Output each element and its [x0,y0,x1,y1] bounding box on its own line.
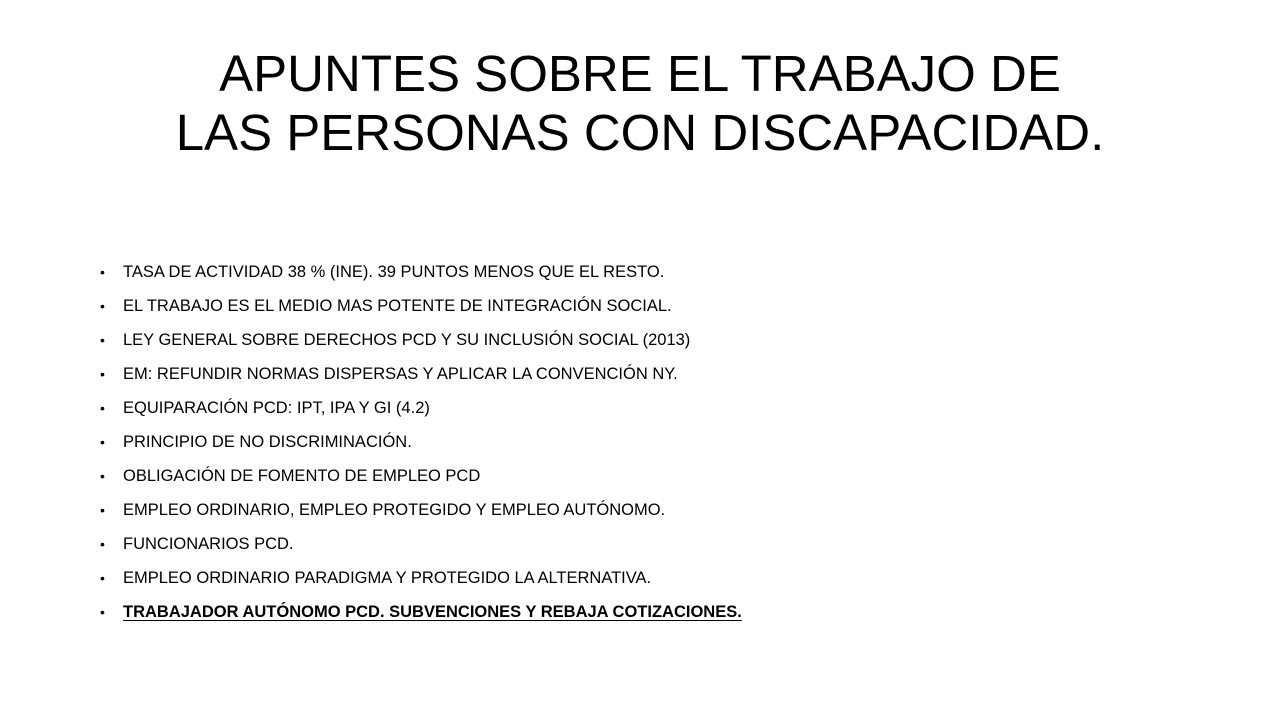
bullet-dot-icon: • [100,264,105,280]
bullet-item [100,427,1200,461]
bullet-dot-icon: • [100,468,105,484]
bullet-dot-icon: • [100,298,105,314]
bullet-dot-icon: • [100,502,105,518]
bullet-dot-icon: • [100,570,105,586]
bullet-text-underlined: TRABAJADOR AUTÓNOMO PCD. SUBVENCIONES Y REBAJA COTIZACIONES. [123,603,742,621]
bullet-item [100,359,1200,393]
bullet-dot-icon: • [100,536,105,552]
bullet-dot-icon: • [100,366,105,382]
bullet-text: PRINCIPIO DE NO DISCRIMINACIÓN. [123,433,412,451]
bullet-text: EMPLEO ORDINARIO PARADIGMA Y PROTEGIDO LA ALTERNATIVA. [123,569,652,587]
bullet-text: EL TRABAJO ES EL MEDIO MAS POTENTE DE INTEGRACIÓN SOCIAL. [123,297,672,315]
bullet-item [100,291,1200,325]
bullet-text: LEY GENERAL SOBRE DERECHOS PCD Y SU INCLUSIÓN SOCIAL (2013) [123,331,691,349]
bullet-text: EQUIPARACIÓN PCD: IPT, IPA Y GI (4.2) [123,399,430,417]
bullet-text: TASA DE ACTIVIDAD 38 % (INE). 39 PUNTOS MENOS QUE EL RESTO. [123,263,665,281]
bullet-item [100,563,1200,597]
bullet-item-highlighted [100,597,1200,631]
bullet-dot-icon: • [100,434,105,450]
bullet-item [100,325,1200,359]
bullet-text: OBLIGACIÓN DE FOMENTO DE EMPLEO PCD [123,467,481,485]
bullet-text: EMPLEO ORDINARIO, EMPLEO PROTEGIDO Y EMPLEO AUTÓNOMO. [123,501,666,519]
slide-title [60,44,1220,162]
bullet-item [100,461,1200,495]
bullet-item [100,257,1200,291]
bullet-item [100,529,1200,563]
bullet-text: FUNCIONARIOS PCD. [123,535,294,553]
bullet-item [100,393,1200,427]
bullet-dot-icon: • [100,604,105,620]
slide-title-line-2: LAS PERSONAS CON DISCAPACIDAD. [175,104,1105,161]
bullet-dot-icon: • [100,332,105,348]
bullet-list [100,257,1200,631]
bullet-text: EM: REFUNDIR NORMAS DISPERSAS Y APLICAR LA CONVENCIÓN NY. [123,365,678,383]
slide-title-line-1: APUNTES SOBRE EL TRABAJO DE [219,45,1061,102]
bullet-item [100,495,1200,529]
bullet-dot-icon: • [100,400,105,416]
